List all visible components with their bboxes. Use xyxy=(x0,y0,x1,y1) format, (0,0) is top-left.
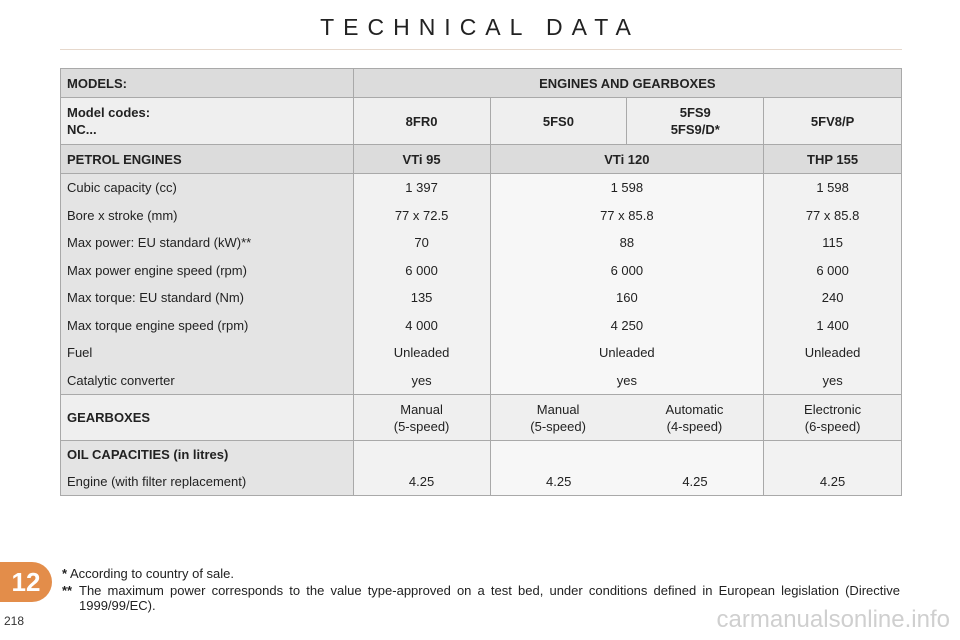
spec-label: Max power: EU standard (kW)** xyxy=(67,235,252,250)
spec-label: Fuel xyxy=(67,345,93,360)
spec-value: 1 400 xyxy=(816,317,849,333)
model-codes-label-line1: Model codes: xyxy=(67,105,151,120)
gearbox-automatic xyxy=(666,401,724,435)
model-codes-row xyxy=(61,98,902,145)
code-5fs9-line1: 5FS9 xyxy=(679,105,711,120)
thp155-values xyxy=(764,174,902,394)
spec-value: yes xyxy=(616,372,637,388)
spec-value: 77 x 72.5 xyxy=(394,207,449,223)
oil-value: 4.25 xyxy=(546,474,572,489)
gearbox-type: Automatic xyxy=(665,401,724,417)
spec-value: 1 598 xyxy=(610,180,644,195)
spec-value: yes xyxy=(822,372,843,388)
gearbox-type: Manual xyxy=(536,401,580,417)
spec-value: 6 000 xyxy=(610,262,644,278)
spec-value: Unleaded xyxy=(804,345,861,360)
engine-thp155: THP 155 xyxy=(764,145,902,173)
chapter-badge: 12 xyxy=(0,562,52,602)
gearbox-vti95 xyxy=(354,395,491,440)
code-5fv8p: 5FV8/P xyxy=(764,98,902,144)
oil-vti120 xyxy=(491,441,765,495)
code-5fs9-line2: 5FS9/D* xyxy=(670,122,720,137)
gearbox-speeds: (4-speed) xyxy=(666,418,723,434)
spec-value: 4 250 xyxy=(610,317,644,333)
technical-data-table xyxy=(60,68,902,496)
models-header-row xyxy=(61,69,902,98)
spec-labels xyxy=(61,174,354,394)
gearbox-manual xyxy=(530,401,586,435)
engine-vti120: VTi 120 xyxy=(491,145,765,173)
gearbox-speeds: (5-speed) xyxy=(393,418,450,434)
oil-thp155: 4.25 xyxy=(764,441,902,495)
petrol-engines-row xyxy=(61,145,902,174)
gearbox-type: Electronic xyxy=(804,401,862,417)
spec-label: Cubic capacity (cc) xyxy=(67,180,177,195)
engine-vti95: VTi 95 xyxy=(354,145,491,173)
watermark: carmanualsonline.info xyxy=(716,606,950,633)
model-codes-label-line2: NC... xyxy=(67,122,97,137)
engines-gearboxes-heading: ENGINES AND GEARBOXES xyxy=(354,69,902,97)
spec-value: 77 x 85.8 xyxy=(805,207,860,223)
footnote-2-mark: ** xyxy=(62,583,73,598)
spec-value: 77 x 85.8 xyxy=(600,207,654,223)
oil-capacities-heading: OIL CAPACITIES (in litres) xyxy=(67,447,229,462)
spec-value: 4 000 xyxy=(405,317,438,333)
gearbox-thp155 xyxy=(764,395,902,440)
oil-vti95: 4.25 xyxy=(354,441,491,495)
oil-labels xyxy=(61,441,354,495)
spec-label: Max power engine speed (rpm) xyxy=(67,262,247,278)
page-number: 218 xyxy=(4,614,25,628)
title-divider xyxy=(60,49,902,50)
footnote-1 xyxy=(62,566,234,581)
models-label: MODELS: xyxy=(61,69,354,97)
gearboxes-row xyxy=(61,395,902,441)
gearbox-vti120 xyxy=(491,395,765,440)
spec-value: 6 000 xyxy=(405,262,438,278)
vti95-values xyxy=(354,174,491,394)
spec-value: Unleaded xyxy=(393,345,450,360)
footnote-1-mark: * xyxy=(62,566,68,581)
spec-value: 115 xyxy=(822,235,843,250)
specs-block xyxy=(61,174,902,395)
code-5fs9 xyxy=(627,98,764,144)
petrol-engines-label: PETROL ENGINES xyxy=(61,145,354,173)
gearboxes-label: GEARBOXES xyxy=(61,395,354,440)
spec-value: 240 xyxy=(821,290,844,305)
spec-label: Max torque engine speed (rpm) xyxy=(67,317,249,333)
oil-value: 4.25 xyxy=(682,474,708,489)
spec-value: Unleaded xyxy=(599,345,655,360)
gearbox-type: Manual xyxy=(400,401,443,417)
spec-value: 6 000 xyxy=(816,262,849,278)
spec-value: 70 xyxy=(414,235,429,250)
footnote-2-text: The maximum power corresponds to the value type-approved on a test bed, under conditions defined in European legislation (Directive 1999/99/EC). xyxy=(79,583,900,613)
gearbox-speeds: (5-speed) xyxy=(530,418,586,434)
page-title: TECHNICAL DATA xyxy=(320,14,640,40)
spec-value: 1 598 xyxy=(816,180,849,195)
code-5fs0: 5FS0 xyxy=(491,98,628,144)
oil-row-label: Engine (with filter replacement) xyxy=(67,474,247,489)
model-codes-label xyxy=(61,98,354,144)
spec-value: 160 xyxy=(615,290,638,305)
footnote-1-text: According to country of sale. xyxy=(69,566,234,581)
spec-label: Max torque: EU standard (Nm) xyxy=(67,290,245,305)
spec-label: Catalytic converter xyxy=(67,372,175,388)
spec-value: 88 xyxy=(619,235,635,250)
vti120-values xyxy=(491,174,765,394)
code-8fr0: 8FR0 xyxy=(354,98,491,144)
gearbox-speeds: (6-speed) xyxy=(804,418,861,434)
spec-value: 135 xyxy=(410,290,433,305)
oil-capacities-row xyxy=(61,441,902,496)
spec-value: yes xyxy=(411,372,432,388)
spec-label: Bore x stroke (mm) xyxy=(67,207,178,223)
spec-value: 1 397 xyxy=(405,180,438,195)
